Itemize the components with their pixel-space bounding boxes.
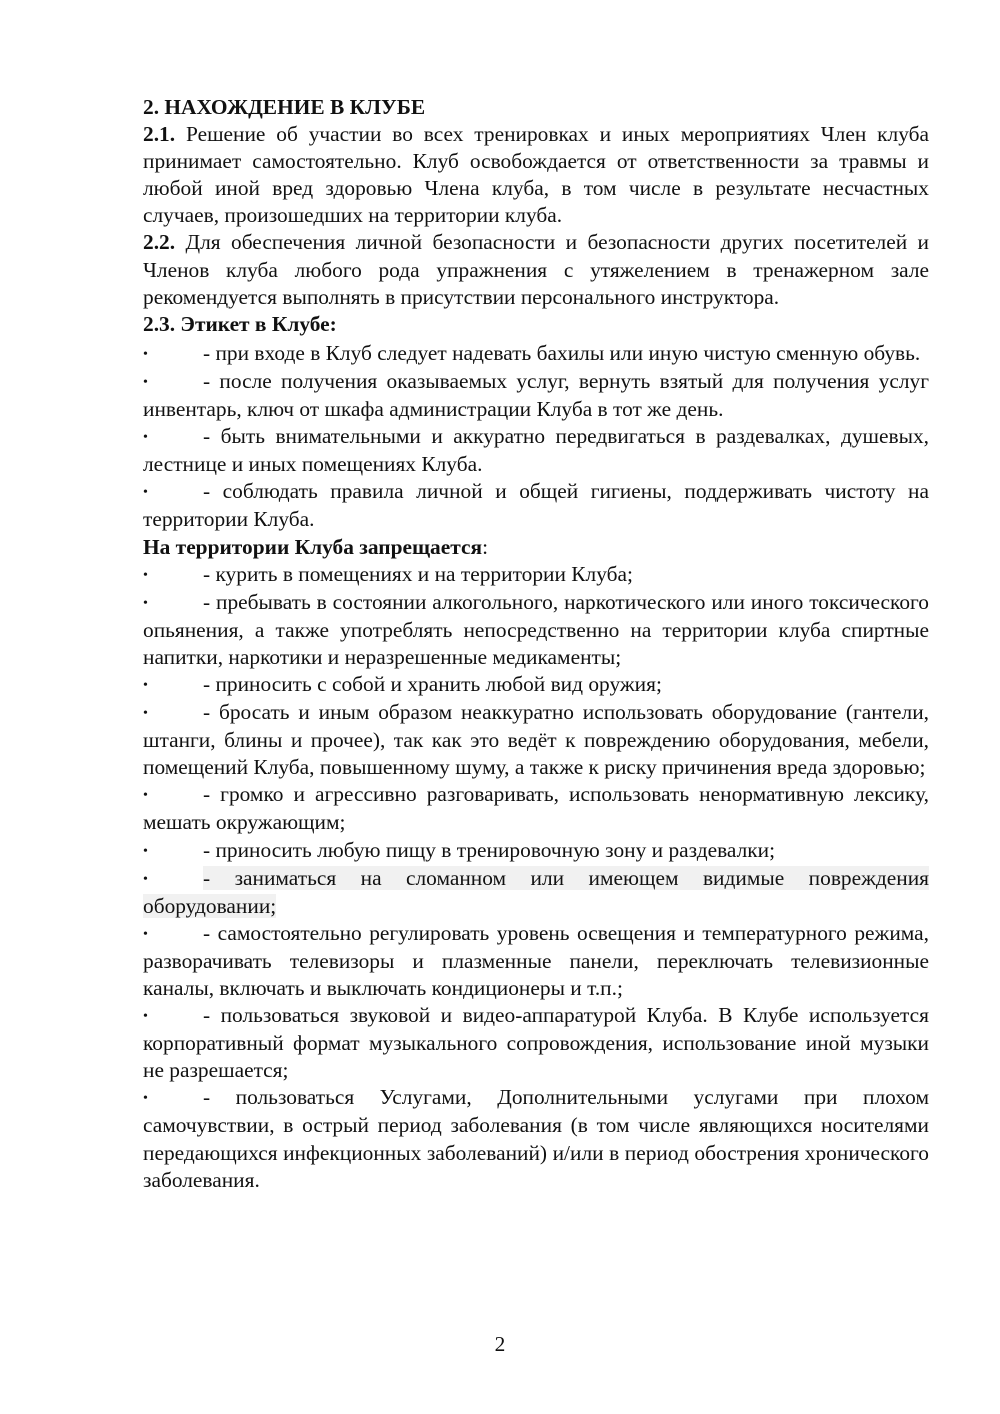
list-item-text: - громко и агрессивно разговаривать, использовать ненормативную лексику, мешать окружающим; xyxy=(143,782,929,835)
list-item-text: - самостоятельно регулировать уровень освещения и температурного режима, разворачивать телевизоры и плазменные панели, переключать телевизионные каналы, включать и выключать кондиционеры и т.п.; xyxy=(143,920,929,1000)
list-item-text: - быть внимательными и аккуратно передвигаться в раздевалках, душевых, лестнице и иных помещениях Клуба. xyxy=(143,424,929,477)
list-item-text: - при входе в Клуб следует надевать бахилы или иную чистую сменную обувь. xyxy=(203,340,921,365)
list-item-text: - пользоваться звуковой и видео-аппаратурой Клуба. В Клубе используется корпоративный формат музыкального сопровождения, использование иной музыки не разрешается; xyxy=(143,1003,929,1083)
list-item xyxy=(143,368,929,423)
bullet-icon: • xyxy=(143,706,148,722)
bullet-icon: • xyxy=(143,1009,148,1025)
section-title: 2. НАХОЖДЕНИЕ В КЛУБЕ xyxy=(143,95,426,119)
page-number: 2 xyxy=(494,1332,506,1356)
list-item-text: - пользоваться Услугами, Дополнительными услугами при плохом самочувствии, в острый период заболевания (в том числе являющихся носителями передающихся инфекционных заболеваний) и/или в период обострения хронического заболевания. xyxy=(143,1085,929,1192)
paragraph-2-2 xyxy=(143,229,929,310)
prohibited-heading-text: На территории Клуба запрещается xyxy=(143,534,483,559)
bullet-icon: • xyxy=(143,595,148,611)
list-item-text: - после получения оказываемых услуг, вернуть взятый для получения услуг инвентарь, ключ от шкафа администрации Клуба в тот же день. xyxy=(143,368,929,422)
bullet-icon: • xyxy=(143,430,148,446)
bullet-icon: • xyxy=(143,346,148,362)
list-item-text: - приносить любую пищу в тренировочную зону и раздевалки; xyxy=(203,837,776,862)
list-item xyxy=(143,671,929,699)
prohibited-list xyxy=(143,561,929,1194)
list-item xyxy=(143,920,929,1002)
list-item-text: - соблюдать правила личной и общей гигиены, поддерживать чистоту на территории Клуба. xyxy=(143,479,929,532)
list-item xyxy=(143,340,929,368)
list-item xyxy=(143,589,929,671)
list-item xyxy=(143,478,929,533)
bullet-icon: • xyxy=(143,374,148,390)
document-page xyxy=(143,94,929,1194)
bullet-icon: • xyxy=(143,843,148,859)
list-item xyxy=(143,561,929,589)
list-item xyxy=(143,699,929,781)
list-item xyxy=(143,423,929,478)
bullet-icon: • xyxy=(143,485,148,501)
list-item xyxy=(143,837,929,865)
bullet-icon: • xyxy=(143,567,148,583)
list-item-highlighted xyxy=(143,865,929,920)
bullet-icon: • xyxy=(143,677,148,693)
prohibited-heading xyxy=(143,534,929,561)
list-item-text: - бросать и иным образом неаккуратно использовать оборудование (гантели, штанги, блины и прочее), так как это ведёт к повреждению оборудования, мебели, помещений Клуба, повышенному шуму, а также к риску причинения вреда здоровью; xyxy=(143,700,929,780)
list-item-text: - приносить с собой и хранить любой вид оружия; xyxy=(203,671,662,696)
paragraph-text: Для обеспечения личной безопасности и безопасности других посетителей и Членов клуба любого рода упражнения с утяжелением в тренажерном зале рекомендуется выполнять в присутствии персонального инструктора. xyxy=(143,230,929,309)
bullet-icon: • xyxy=(143,788,148,804)
list-item xyxy=(143,1084,929,1193)
list-item-text: - пребывать в состоянии алкогольного, наркотического или иного токсического опьянения, а также употреблять непосредственно на территории клуба спиртные напитки, наркотики и неразрешенные медикаменты; xyxy=(143,589,929,669)
paragraph-2-1 xyxy=(143,121,929,229)
list-item-text: - заниматься на сломанном или имеющем видимые повреждения оборудовании; xyxy=(143,865,929,918)
bullet-icon: • xyxy=(143,926,148,942)
etiquette-list xyxy=(143,340,929,534)
etiquette-heading: 2.3. Этикет в Клубе: xyxy=(143,311,337,336)
list-item-text: - курить в помещениях и на территории Клуба; xyxy=(203,561,633,586)
list-item xyxy=(143,781,929,836)
prohibited-heading-colon: : xyxy=(482,534,489,559)
paragraph-number: 2.1. xyxy=(143,122,176,147)
paragraph-text: Решение об участии во всех тренировках и иных мероприятиях Член клуба принимает самостоятельно. Клуб освобождается от ответственности за травмы и любой иной вред здоровью Члена клуба, в том числе в результате несчастных случаев, произошедших на территории клуба. xyxy=(143,122,929,228)
bullet-icon: • xyxy=(143,1091,148,1107)
bullet-icon: • xyxy=(143,871,148,887)
list-item xyxy=(143,1002,929,1084)
paragraph-number: 2.2. xyxy=(143,230,176,255)
